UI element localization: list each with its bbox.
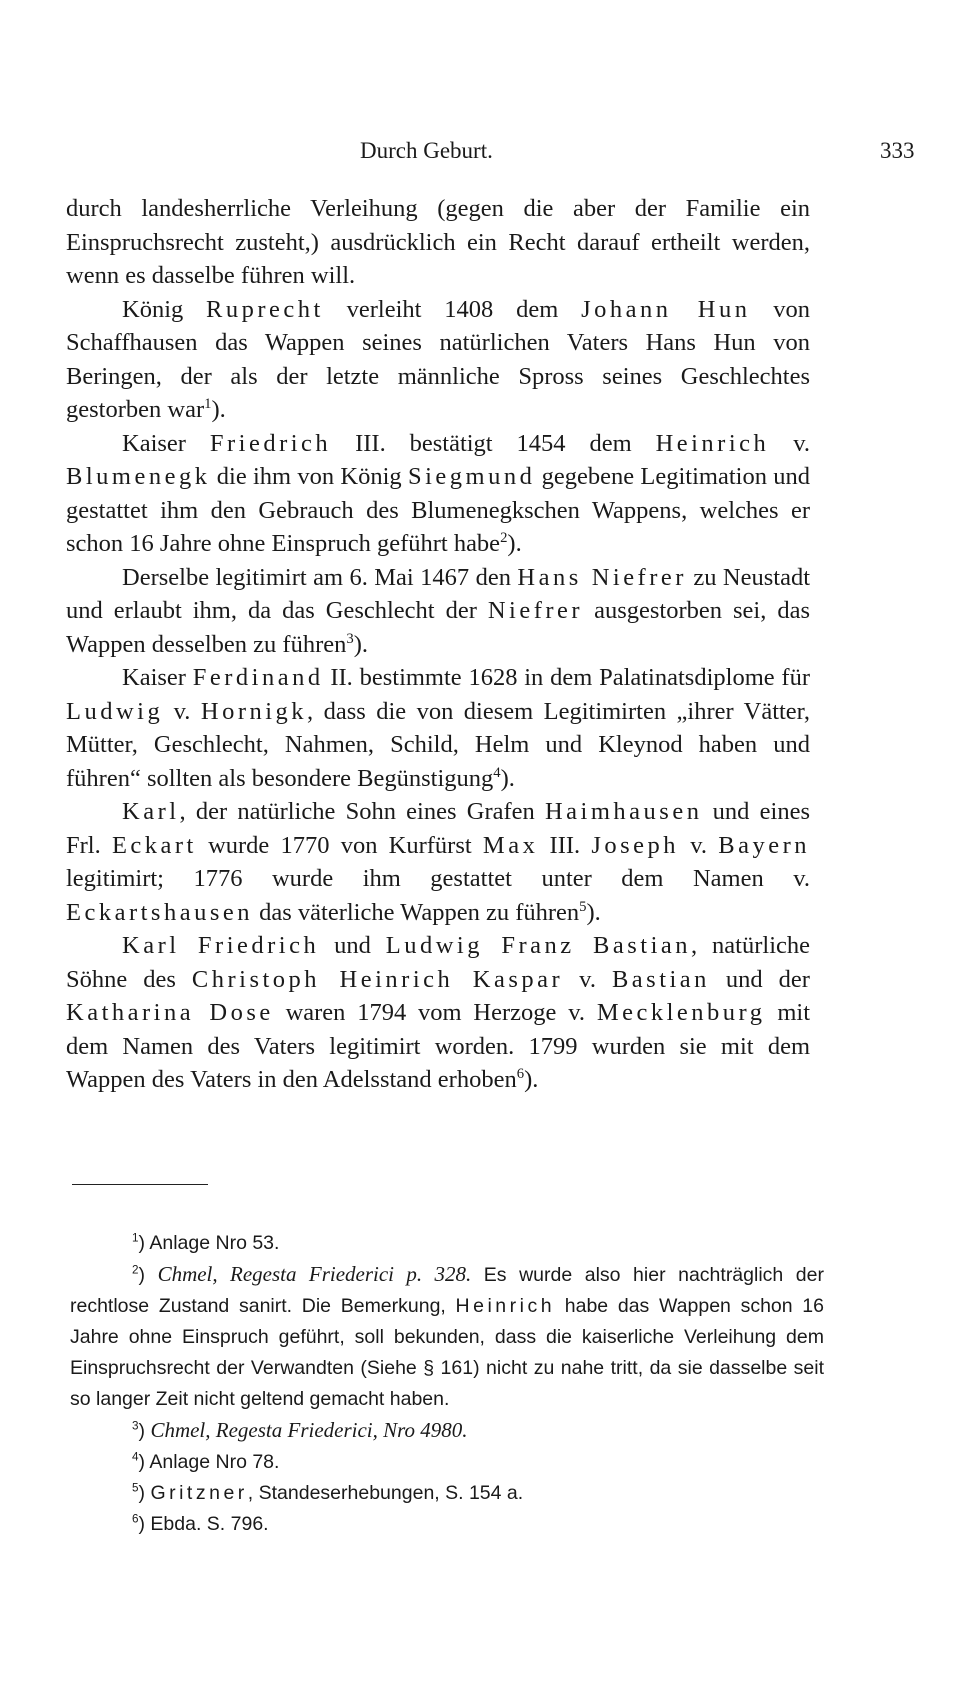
- person-name: Friedrich: [209, 429, 332, 457]
- text-run: , dass die von diesem Legitimirten „ihrer Vätter, Mütter, Geschlecht, Nahmen, Schild, Helm und Kleynod haben und führen“ sollten als besondere Begünstigung: [66, 697, 810, 792]
- person-name: Katharina Dose: [66, 999, 274, 1026]
- footnote-number: 3: [132, 1419, 139, 1433]
- footnote-ref: 2: [500, 529, 508, 546]
- text-run: mit dem Namen des Vaters legitimirt worden. 1799 wurden sie mit dem Wappen des Vaters in den Adelsstand erhoben: [66, 999, 811, 1093]
- person-name: Karl Friedrich: [122, 932, 320, 959]
- paragraph-2: [66, 293, 810, 427]
- text-run: II. bestimmte 1628 in dem Palatinatsdiplome für: [323, 664, 810, 691]
- footnote-number: 4: [132, 1450, 139, 1464]
- footnote-number: 6: [132, 1512, 139, 1526]
- footnote-paren: ): [138, 1420, 151, 1442]
- person-name: Eckart: [111, 831, 197, 859]
- footnote-3: [70, 1415, 824, 1447]
- text-run: ).: [524, 1066, 539, 1093]
- person-name: Haimhausen: [544, 798, 703, 825]
- text-run: ).: [586, 898, 601, 926]
- text-run: König: [122, 295, 207, 323]
- text-run: das väterliche Wappen zu führen: [253, 898, 580, 926]
- main-text: [66, 192, 810, 1097]
- footnote-text: ) Ebda. S. 796.: [138, 1513, 269, 1535]
- paragraph-3: [66, 427, 810, 561]
- person-name: Heinrich: [455, 1295, 556, 1317]
- person-name: Joseph: [591, 831, 680, 859]
- footnotes: [70, 1228, 824, 1540]
- citation: Chmel, Regesta Friederici, Nro 4980.: [150, 1418, 468, 1442]
- text-run: ausgestorben sei, das Wappen desselben zu führen: [66, 597, 810, 658]
- footnote-text: Es wurde also hier nachträglich der rechtlose Zustand sanirt. Die Bemerkung,: [70, 1264, 824, 1317]
- person-name: Heinrich: [655, 429, 770, 457]
- footnote-number: 5: [132, 1481, 139, 1495]
- paragraph-4: [66, 561, 810, 662]
- paragraph-6: [66, 795, 810, 929]
- footnote-text: ) Anlage Nro 53.: [138, 1232, 280, 1254]
- text-run: ).: [507, 530, 522, 557]
- text-run: ).: [500, 764, 515, 792]
- person-name: Eckartshausen: [66, 898, 253, 926]
- page-number: 333: [880, 138, 915, 163]
- footnote-ref: 6: [516, 1065, 525, 1082]
- text-run: Derselbe legitimirt am 6. Mai 1467 den: [122, 563, 518, 591]
- paragraph-text: durch landesherrliche Verleihung (gegen die aber der Familie ein Einspruchsrecht zusteht,) ausdrücklich ein Recht darauf ertheilt werden, wenn es dasselbe führen will.: [66, 195, 810, 289]
- text-run: v.: [679, 831, 719, 859]
- citation: Chmel, Regesta Friederici p. 328.: [157, 1262, 472, 1286]
- text-run: , der natürliche Sohn eines Grafen: [179, 798, 545, 825]
- footnote-number: 1: [132, 1231, 139, 1245]
- page-header: [0, 138, 960, 174]
- person-name: Johann Hun: [581, 295, 751, 323]
- text-run: die ihm von König: [210, 463, 408, 490]
- footnote-text: ) Anlage Nro 78.: [138, 1451, 280, 1473]
- person-name: Max: [482, 831, 539, 859]
- text-run: Kaiser: [122, 664, 193, 691]
- text-run: legitimirt; 1776 wurde ihm gestattet unter dem Namen v.: [66, 865, 810, 892]
- person-name: Niefrer: [487, 597, 584, 624]
- paragraph-5: [66, 661, 810, 795]
- paragraph-1: [66, 192, 810, 293]
- person-name: Bayern: [718, 831, 810, 859]
- person-name: Ludwig: [66, 697, 164, 725]
- footnote-2: [70, 1259, 824, 1415]
- footnote-ref: 3: [346, 630, 354, 647]
- footnote-number: 2: [132, 1263, 139, 1277]
- text-run: wurde 1770 von Kurfürst: [196, 831, 483, 859]
- footnote-text: , Standeserhebungen, S. 154 a.: [247, 1482, 524, 1504]
- text-run: zu Neustadt und erlaubt ihm, da das Geschlecht der: [66, 563, 810, 624]
- person-name: Ruprecht: [206, 295, 324, 323]
- text-run: III.: [538, 831, 592, 859]
- text-run: von Schaffhausen das Wappen seines natürlichen Vaters Hans Hun von Beringen, der als der letzte männliche Spross seines Geschlechtes gestorben war: [66, 295, 811, 423]
- text-run: v.: [563, 965, 612, 993]
- text-run: ).: [211, 396, 226, 423]
- text-run: und: [319, 932, 386, 959]
- text-run: III. bestätigt 1454 dem: [331, 429, 656, 457]
- text-run: gegebene Legitimation und gestattet ihm den Gebrauch des Blumenegkschen Wappens, welches er schon 16 Jahre ohne Einspruch geführt habe: [66, 463, 810, 557]
- person-name: Blumenegk: [66, 463, 211, 490]
- person-name: Hans Niefrer: [517, 563, 687, 591]
- person-name: Bastian: [611, 965, 710, 993]
- person-name: Gritzner: [150, 1482, 248, 1504]
- text-run: v.: [769, 429, 810, 457]
- text-run: v.: [163, 697, 201, 725]
- person-name: Ferdinand: [192, 664, 324, 691]
- person-name: Mecklenburg: [596, 999, 766, 1026]
- person-name: Siegmund: [407, 463, 536, 490]
- person-name: Christoph Heinrich Kaspar: [191, 965, 564, 993]
- text-run: Kaiser: [122, 429, 210, 457]
- text-run: waren 1794 vom Herzoge v.: [273, 999, 597, 1026]
- footnote-6: [70, 1509, 824, 1540]
- text-run: und eines Frl.: [66, 798, 810, 859]
- footnote-5: [70, 1478, 824, 1509]
- footnote-paren: ): [138, 1264, 158, 1286]
- footnote-ref: 4: [493, 764, 501, 781]
- person-name: Ludwig Franz Bastian: [385, 932, 692, 959]
- footnote-text: habe das Wappen schon 16 Jahre ohne Einspruch geführt, soll bekunden, dass die kaiserliche Verleihung dem Einspruchsrecht der Verwandten (Siehe § 161) nicht zu nahe tritt, da sie dasselbe seit so langer Zeit nicht geltend gemacht haben.: [70, 1295, 824, 1410]
- footnote-divider: [72, 1184, 208, 1185]
- text-run: verleiht 1408 dem: [323, 295, 582, 323]
- person-name: Karl: [122, 798, 180, 825]
- text-run: und der: [709, 965, 810, 993]
- footnote-4: [70, 1447, 824, 1478]
- footnote-ref: 5: [579, 898, 587, 915]
- footnote-1: [70, 1228, 824, 1259]
- running-title: Durch Geburt.: [360, 138, 493, 163]
- person-name: Hornigk: [200, 697, 308, 725]
- text-run: ).: [353, 630, 368, 658]
- paragraph-7: [66, 929, 810, 1097]
- footnote-ref: 1: [204, 395, 212, 412]
- text-run: , natürliche Söhne des: [66, 932, 810, 993]
- footnote-paren: ): [138, 1482, 151, 1504]
